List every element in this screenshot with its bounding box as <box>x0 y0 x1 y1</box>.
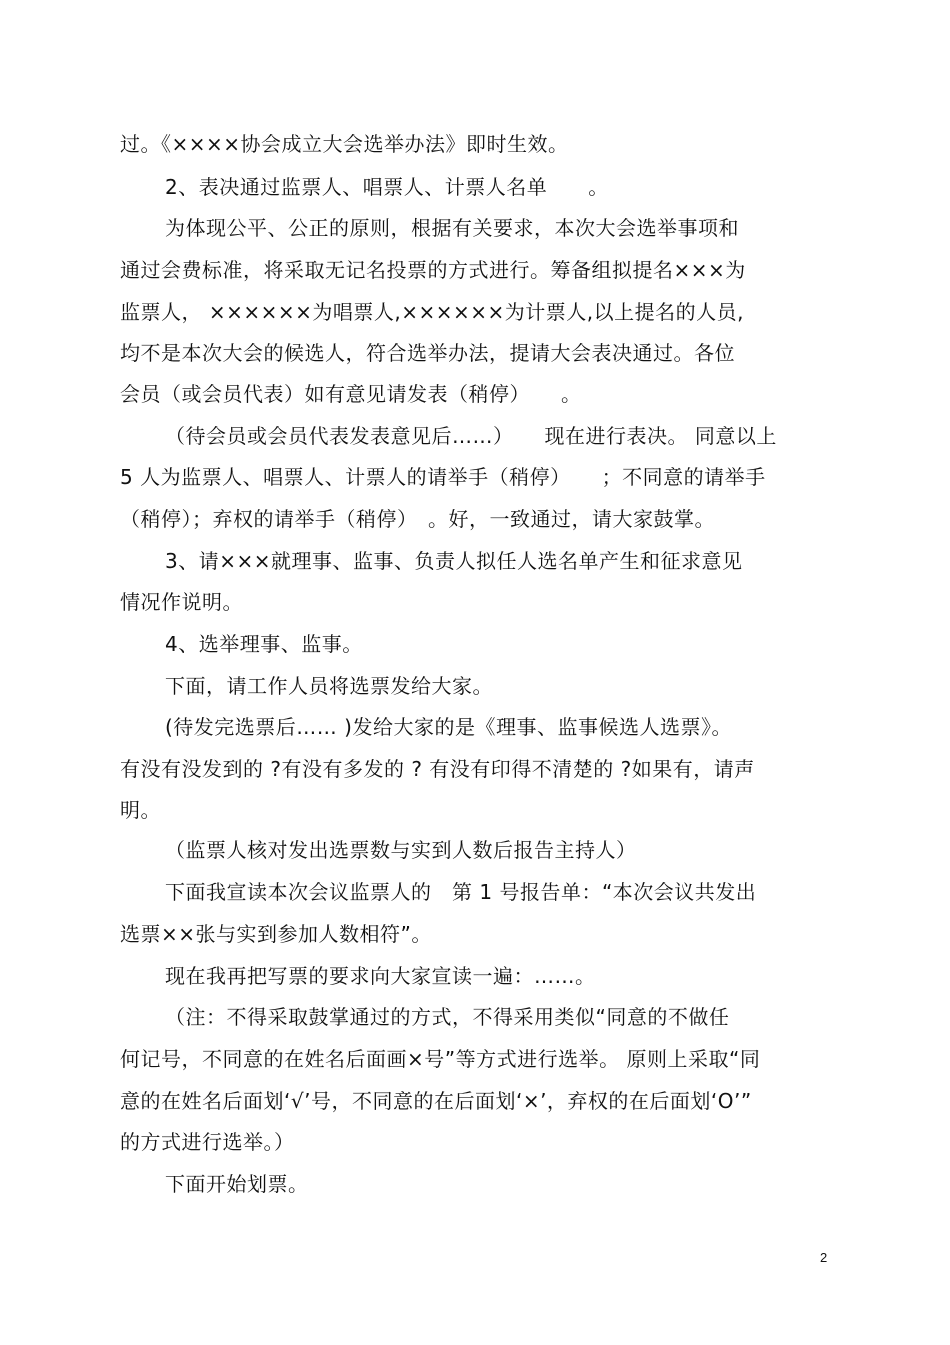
text-line-5: 监票人， ××××××为唱票人,××××××为计票人,以上提名的人员, <box>120 300 745 324</box>
section-4-heading: 4、选举理事、监事。 <box>165 632 363 656</box>
text-line-25: 的方式进行选举。） <box>120 1130 295 1154</box>
text-line-21: 现在我再把写票的要求向大家宣读一遍：……。 <box>165 964 596 988</box>
text-line-9: 5 人为监票人、唱票人、计票人的请举手（稍停） ；不同意的请举手 <box>120 465 766 489</box>
section-2-heading: 2、表决通过监票人、唱票人、计票人名单 。 <box>165 175 609 199</box>
text-line-4: 通过会费标准，将采取无记名投票的方式进行。筹备组拟提名×××为 <box>120 258 746 282</box>
text-line-1: 过。《××××协会成立大会选举办法》即时生效。 <box>120 132 569 156</box>
section-3-heading: 3、请×××就理事、监事、负责人拟任人选名单产生和征求意见 <box>165 549 743 573</box>
text-line-16: 有没有没发到的 ?有没有多发的 ? 有没有印得不清楚的 ?如果有，请声 <box>120 757 755 781</box>
text-line-17: 明。 <box>120 798 161 822</box>
text-line-22: （注：不得采取鼓掌通过的方式，不得采用类似“同意的不做任 <box>165 1005 730 1029</box>
text-line-18: （监票人核对发出选票数与实到人数后报告主持人） <box>165 838 637 862</box>
text-line-20: 选票××张与实到参加人数相符”。 <box>120 922 432 946</box>
text-line-15: (待发完选票后…… )发给大家的是《理事、监事候选人选票》。 <box>165 715 732 739</box>
text-line-24: 意的在姓名后面划‘√’号，不同意的在后面划‘×’，弃权的在后面划‘O’” <box>120 1089 752 1113</box>
page-number: 2 <box>820 1250 828 1265</box>
text-line-12: 情况作说明。 <box>120 590 243 614</box>
text-line-10: （稍停）；弃权的请举手（稍停） 。好，一致通过，请大家鼓掌。 <box>120 507 715 531</box>
text-line-14: 下面，请工作人员将选票发给大家。 <box>165 674 493 698</box>
text-line-26: 下面开始划票。 <box>165 1172 309 1196</box>
text-line-3: 为体现公平、公正的原则，根据有关要求，本次大会选举事项和 <box>165 216 739 240</box>
text-line-8: （待会员或会员代表发表意见后……） 现在进行表决。 同意以上 <box>165 424 777 448</box>
text-line-6: 均不是本次大会的候选人，符合选举办法，提请大会表决通过。各位 <box>120 341 735 365</box>
text-line-7: 会员（或会员代表）如有意见请发表（稍停） 。 <box>120 382 582 406</box>
text-line-19: 下面我宣读本次会议监票人的 第 1 号报告单：“本次会议共发出 <box>165 880 757 904</box>
text-line-23: 何记号，不同意的在姓名后面画×号”等方式进行选举。 原则上采取“同 <box>120 1047 761 1071</box>
